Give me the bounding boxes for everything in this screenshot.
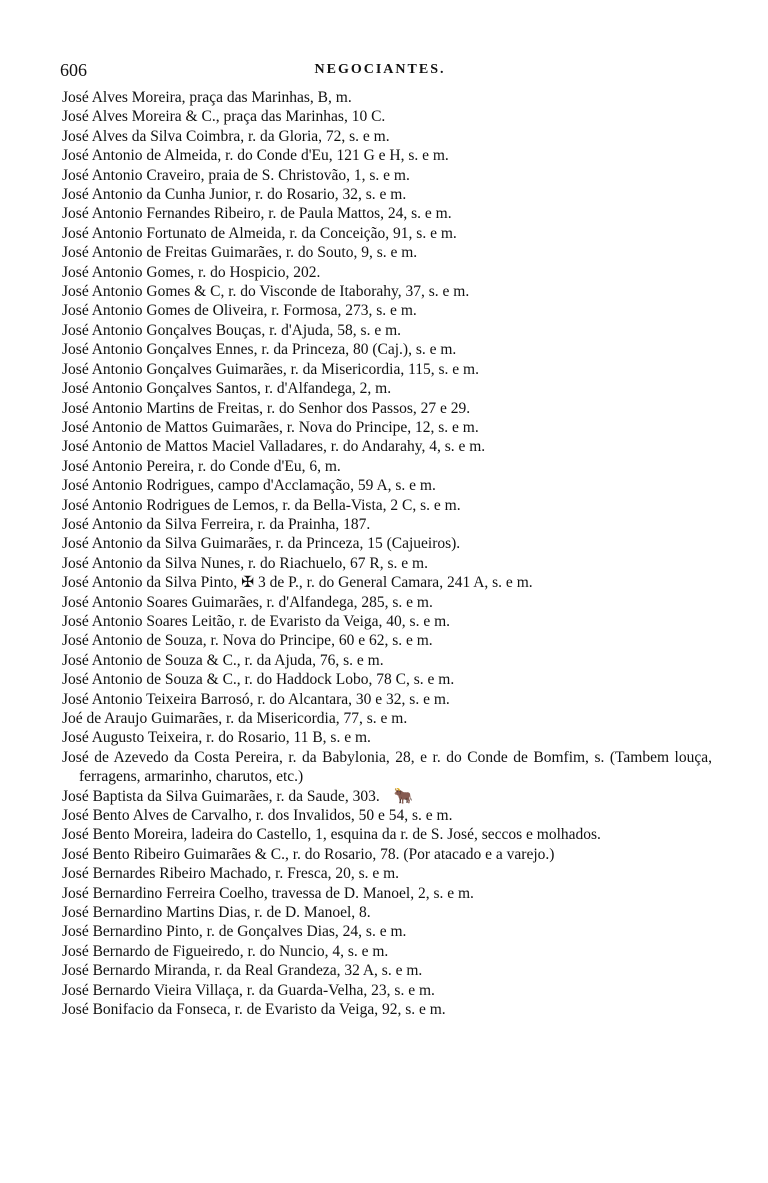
merchant-entry	[62, 127, 712, 146]
cattle-emblem-icon: 🐂	[393, 787, 414, 805]
merchant-entry	[62, 670, 712, 689]
merchant-entry	[62, 748, 712, 787]
merchant-entry	[62, 1000, 712, 1019]
merchant-entry	[62, 282, 712, 301]
merchant-entry-text: José Antonio Gomes, r. do Hospicio, 202.	[62, 263, 321, 281]
merchant-list	[62, 88, 712, 1020]
merchant-entry	[62, 884, 712, 903]
merchant-entry-text: José Antonio de Souza, r. Nova do Principe, 60 e 62, s. e m.	[62, 632, 433, 650]
merchant-entry	[62, 146, 712, 165]
merchant-entry-text: José Antonio de Almeida, r. do Conde d'Eu, 121 G e H, s. e m.	[62, 147, 449, 165]
merchant-entry-text: José Antonio Fernandes Ribeiro, r. de Paula Mattos, 24, s. e m.	[62, 205, 452, 223]
merchant-entry	[62, 651, 712, 670]
merchant-entry-text: José Bernardino Martins Dias, r. de D. Manoel, 8.	[62, 904, 371, 922]
merchant-entry-text: José Antonio Gonçalves Guimarães, r. da Misericordia, 115, s. e m.	[62, 360, 479, 378]
merchant-entry-text: José Bento Moreira, ladeira do Castello, 1, esquina da r. de S. José, seccos e molhados.	[62, 826, 601, 844]
merchant-entry	[62, 224, 712, 243]
merchant-entry	[62, 981, 712, 1000]
merchant-entry	[62, 534, 712, 553]
merchant-entry-text: José Antonio Gonçalves Santos, r. d'Alfandega, 2, m.	[62, 380, 392, 398]
merchant-entry-text: José Bonifacio da Fonseca, r. de Evaristo da Veiga, 92, s. e m.	[62, 1001, 446, 1019]
merchant-entry	[62, 593, 712, 612]
merchant-entry-text: José Bento Alves de Carvalho, r. dos Invalidos, 50 e 54, s. e m.	[62, 807, 453, 825]
merchant-entry	[62, 107, 712, 126]
merchant-entry	[62, 845, 712, 864]
merchant-entry-text: José Alves da Silva Coimbra, r. da Gloria, 72, s. e m.	[62, 127, 390, 145]
merchant-entry	[62, 166, 712, 185]
page-header	[60, 60, 700, 88]
merchant-entry-text: José Alves Moreira & C., praça das Marinhas, 10 C.	[62, 108, 386, 126]
merchant-entry	[62, 301, 712, 320]
merchant-entry	[62, 922, 712, 941]
merchant-entry-text: José Antonio Martins de Freitas, r. do Senhor dos Passos, 27 e 29.	[62, 399, 471, 417]
merchant-entry	[62, 496, 712, 515]
merchant-entry-text: José Bernardo Vieira Villaça, r. da Guarda-Velha, 23, s. e m.	[62, 981, 435, 999]
merchant-entry	[62, 476, 712, 495]
merchant-entry	[62, 903, 712, 922]
merchant-entry	[62, 864, 712, 883]
merchant-entry	[62, 709, 712, 728]
merchant-entry	[62, 418, 712, 437]
merchant-entry	[62, 728, 712, 747]
merchant-entry-text: José Antonio Craveiro, praia de S. Christovão, 1, s. e m.	[62, 166, 410, 184]
merchant-entry	[62, 340, 712, 359]
merchant-entry-text: José Bernardes Ribeiro Machado, r. Fresca, 20, s. e m.	[62, 865, 400, 883]
merchant-entry	[62, 204, 712, 223]
merchant-entry-text: José Antonio Gomes de Oliveira, r. Formosa, 273, s. e m.	[62, 302, 417, 320]
merchant-entry-text: José Antonio Teixeira Barrosó, r. do Alcantara, 30 e 32, s. e m.	[62, 690, 450, 708]
merchant-entry-text: José Bernardo de Figueiredo, r. do Nuncio, 4, s. e m.	[62, 942, 389, 960]
merchant-entry-text: José Antonio da Cunha Junior, r. do Rosario, 32, s. e m.	[62, 186, 407, 204]
merchant-entry	[62, 321, 712, 340]
merchant-entry-text: José Antonio da Silva Pinto, ✠ 3 de P., r. do General Camara, 241 A, s. e m.	[62, 574, 533, 592]
merchant-entry-text: José Antonio Gonçalves Ennes, r. da Princeza, 80 (Caj.), s. e m.	[62, 341, 457, 359]
merchant-entry	[62, 554, 712, 573]
merchant-entry-text: José Antonio Rodrigues, campo d'Acclamação, 59 A, s. e m.	[62, 477, 436, 495]
merchant-entry-text: José Antonio da Silva Nunes, r. do Riachuelo, 67 R, s. e m.	[62, 554, 428, 572]
merchant-entry-text: José Antonio da Silva Guimarães, r. da Princeza, 15 (Cajueiros).	[62, 535, 461, 553]
merchant-entry-text: José Antonio de Freitas Guimarães, r. do Souto, 9, s. e m.	[62, 244, 418, 262]
merchant-entry	[62, 806, 712, 825]
merchant-entry-text: José Baptista da Silva Guimarães, r. da Saude, 303.	[62, 787, 380, 805]
merchant-entry-text: Joé de Araujo Guimarães, r. da Misericordia, 77, s. e m.	[62, 710, 408, 727]
merchant-entry-text: José Antonio de Mattos Maciel Valladares, r. do Andarahy, 4, s. e m.	[62, 438, 486, 456]
merchant-entry	[62, 243, 712, 262]
merchant-entry	[62, 399, 712, 418]
merchant-entry-text: José Antonio Rodrigues de Lemos, r. da Bella-Vista, 2 C, s. e m.	[62, 496, 461, 514]
merchant-entry	[62, 360, 712, 379]
merchant-entry	[62, 263, 712, 282]
merchant-entry	[62, 573, 712, 592]
merchant-entry	[62, 515, 712, 534]
merchant-entry-text: José Antonio Soares Guimarães, r. d'Alfandega, 285, s. e m.	[62, 593, 433, 611]
merchant-entry-text: José Bento Ribeiro Guimarães & C., r. do Rosario, 78. (Por atacado e a varejo.)	[62, 845, 555, 863]
merchant-entry-text: José Augusto Teixeira, r. do Rosario, 11 B, s. e m.	[62, 729, 371, 747]
merchant-entry-text: José Antonio da Silva Ferreira, r. da Prainha, 187.	[62, 515, 371, 533]
merchant-entry-text: José Antonio Pereira, r. do Conde d'Eu, 6, m.	[62, 457, 341, 475]
merchant-entry-text: José Antonio Fortunato de Almeida, r. da Conceição, 91, s. e m.	[62, 224, 457, 242]
merchant-entry	[62, 612, 712, 631]
merchant-entry-text: José de Azevedo da Costa Pereira, r. da Babylonia, 28, e r. do Conde de Bomfim, s. (Tambem louça, ferragens, armarinho, charutos, etc.)	[62, 748, 712, 786]
merchant-entry-text: José Antonio Gomes & C, r. do Visconde de Itaborahy, 37, s. e m.	[62, 283, 470, 301]
merchant-entry	[62, 631, 712, 650]
page-number: 606	[60, 60, 87, 80]
merchant-entry	[62, 825, 712, 844]
merchant-entry-text: José Bernardo Miranda, r. da Real Grandeza, 32 A, s. e m.	[62, 962, 423, 980]
merchant-entry-text: José Bernardino Ferreira Coelho, travessa de D. Manoel, 2, s. e m.	[62, 884, 474, 902]
merchant-entry-text: José Alves Moreira, praça das Marinhas, B, m.	[62, 89, 352, 106]
merchant-entry-text: José Antonio de Mattos Guimarães, r. Nova do Principe, 12, s. e m.	[62, 418, 479, 436]
merchant-entry	[62, 457, 712, 476]
merchant-entry	[62, 961, 712, 980]
merchant-entry	[62, 88, 712, 107]
running-head: NEGOCIANTES.	[314, 62, 446, 77]
merchant-entry-text: José Antonio Soares Leitão, r. de Evaristo da Veiga, 40, s. e m.	[62, 612, 451, 630]
merchant-entry	[62, 942, 712, 961]
merchant-entry-text: José Antonio de Souza & C., r. da Ajuda, 76, s. e m.	[62, 651, 384, 669]
merchant-entry	[62, 437, 712, 456]
merchant-entry	[62, 379, 712, 398]
merchant-entry	[62, 787, 712, 806]
merchant-entry-text: José Antonio Gonçalves Bouças, r. d'Ajuda, 58, s. e m.	[62, 321, 402, 339]
merchant-entry-text: José Bernardino Pinto, r. de Gonçalves Dias, 24, s. e m.	[62, 923, 407, 941]
merchant-entry	[62, 690, 712, 709]
merchant-entry	[62, 185, 712, 204]
merchant-entry-text: José Antonio de Souza & C., r. do Haddock Lobo, 78 C, s. e m.	[62, 671, 455, 689]
